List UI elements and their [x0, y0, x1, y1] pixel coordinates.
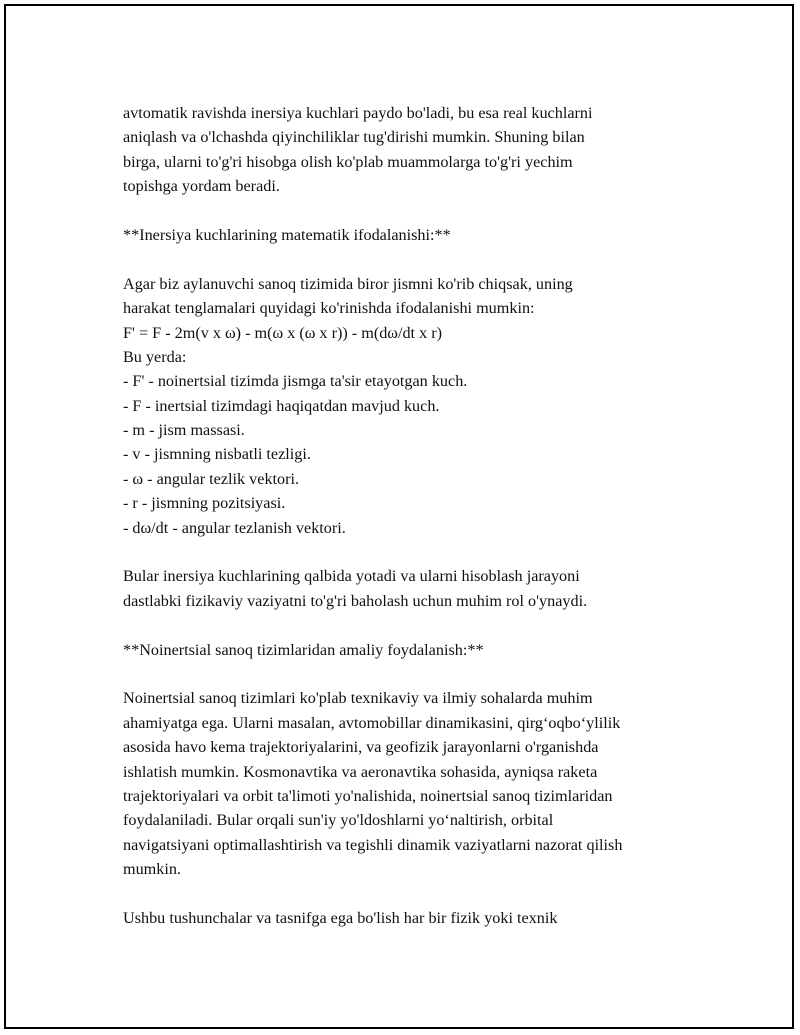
- text-line: Bu yerda:: [123, 347, 187, 366]
- paragraph-gap: [123, 662, 723, 686]
- paragraph: [123, 906, 723, 930]
- text-line: aniqlash va o'lchashda qiyinchiliklar tug'dirishi mumkin. Shuning bilan: [123, 128, 585, 147]
- text-line: Agar biz aylanuvchi sanoq tizimida biror jismni ko'rib chiqsak, uning: [123, 274, 573, 293]
- document-body: [123, 101, 723, 930]
- text-line: Ushbu tushunchalar va tasnifga ega bo'lish har bir fizik yoki texnik: [123, 908, 558, 927]
- text-line: Noinertsial sanoq tizimlari ko'plab texnikaviy va ilmiy sohalarda muhim: [123, 689, 593, 708]
- section-heading: [123, 223, 723, 247]
- text-line: avtomatik ravishda inersiya kuchlari paydo bo'ladi, bu esa real kuchlarni: [123, 104, 593, 122]
- paragraph-gap: [123, 540, 723, 564]
- text-line: ahamiyatga ega. Ularni masalan, avtomobillar dinamikasini, qirg‘oqbo‘ylilik: [123, 713, 621, 732]
- text-line: navigatsiyani optimallashtirish va tegishli dinamik vaziyatlarni nazorat qilish: [123, 835, 623, 854]
- text-line: harakat tenglamalari quyidagi ko'rinishda ifodalanishi mumkin:: [123, 299, 535, 318]
- text-line: - r - jismning pozitsiyasi.: [123, 494, 286, 513]
- page-frame: [4, 4, 794, 1029]
- text-line: mumkin.: [123, 860, 182, 879]
- text-line: **Inersiya kuchlarining matematik ifodalanishi:**: [123, 225, 451, 244]
- paragraph-gap: [123, 247, 723, 271]
- paragraph: [123, 272, 723, 540]
- text-line: - F' - noinertsial tizimda jismga ta'sir etayotgan kuch.: [123, 372, 468, 391]
- text-line: F' = F - 2m(v x ω) - m(ω x (ω x r)) - m(dω/dt x r): [123, 323, 443, 342]
- text-line: birga, ularni to'g'ri hisobga olish ko'plab muammolarga to'g'ri yechim: [123, 152, 573, 171]
- paragraph-gap: [123, 199, 723, 223]
- paragraph: [123, 686, 723, 881]
- text-line: **Noinertsial sanoq tizimlaridan amaliy foydalanish:**: [123, 640, 484, 659]
- text-line: foydalaniladi. Bular orqali sun'iy yo'ldoshlarni yo‘naltirish, orbital: [123, 811, 554, 830]
- paragraph: [123, 101, 723, 199]
- text-line: - dω/dt - angular tezlanish vektori.: [123, 518, 346, 537]
- text-line: asosida havo kema trajektoriyalarini, va geofizik jarayonlarni o'rganishda: [123, 738, 599, 757]
- paragraph: [123, 564, 723, 613]
- text-line: - v - jismning nisbatli tezligi.: [123, 445, 311, 464]
- section-heading: [123, 638, 723, 662]
- paragraph-gap: [123, 613, 723, 637]
- text-line: - ω - angular tezlik vektori.: [123, 469, 300, 488]
- text-line: ishlatish mumkin. Kosmonavtika va aeronavtika sohasida, ayniqsa raketa: [123, 762, 598, 781]
- text-line: - m - jism massasi.: [123, 421, 245, 440]
- text-line: trajektoriyalari va orbit ta'limoti yo'nalishida, noinertsial sanoq tizimlaridan: [123, 786, 613, 805]
- text-line: Bular inersiya kuchlarining qalbida yotadi va ularni hisoblash jarayoni: [123, 567, 580, 586]
- text-line: dastlabki fizikaviy vaziyatni to'g'ri baholash uchun muhim rol o'ynaydi.: [123, 591, 588, 610]
- text-line: - F - inertsial tizimdagi haqiqatdan mavjud kuch.: [123, 396, 440, 415]
- text-line: topishga yordam beradi.: [123, 177, 280, 196]
- paragraph-gap: [123, 882, 723, 906]
